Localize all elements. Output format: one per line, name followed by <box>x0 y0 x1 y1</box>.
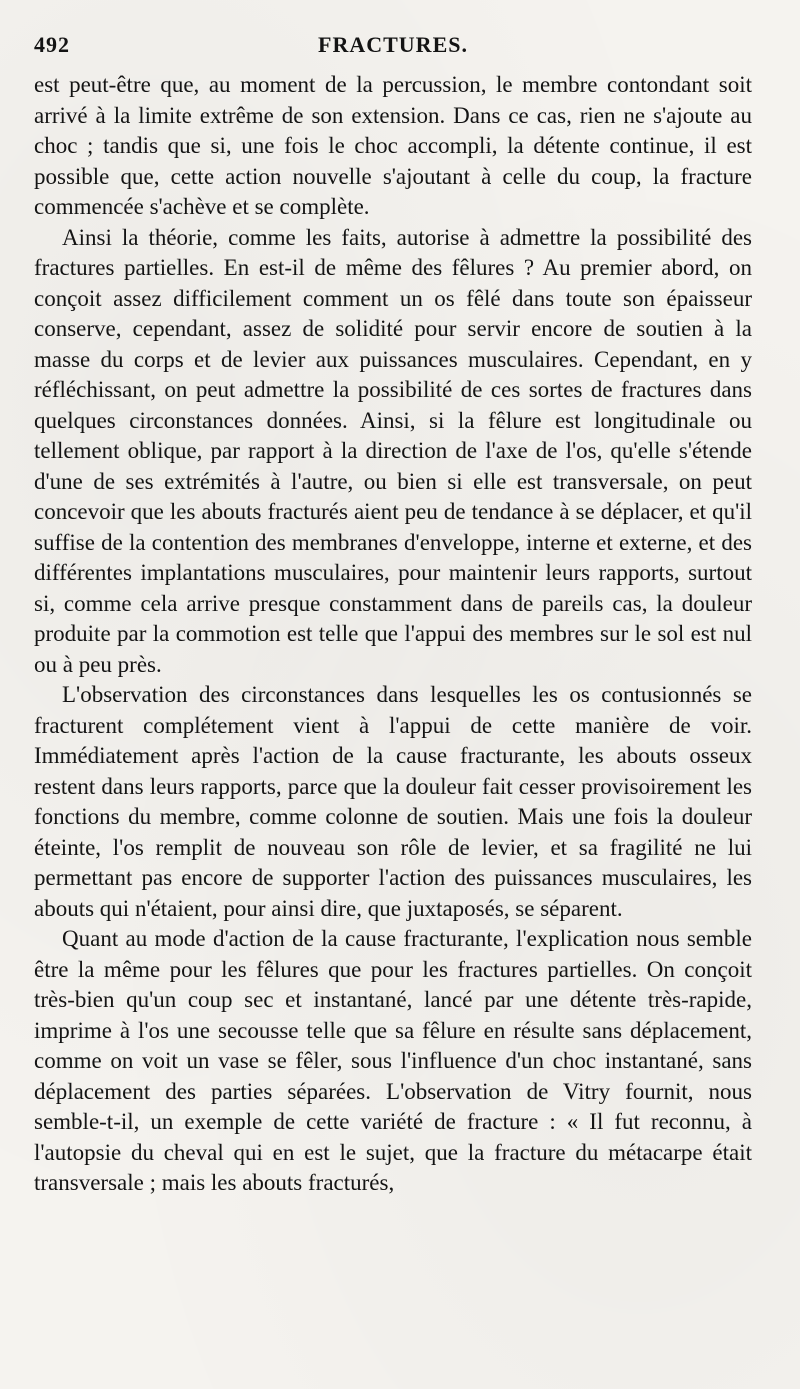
page-number: 492 <box>34 32 70 57</box>
body-text <box>34 70 752 1199</box>
paragraph-4: Quant au mode d'action de la cause fracturante, l'explication nous semble être la même pour les fêlures que pour les fractures partielles. On conçoit très-bien qu'un coup sec et instantané, lancé par une détente très-rapide, imprime à l'os une secousse telle que sa fêlure en résulte sans déplacement, comme on voit un vase se fêler, sous l'influence d'un choc instantané, sans déplacement des parties séparées. L'observation de Vitry fournit, nous semble-t-il, un exemple de cette variété de fracture : « Il fut reconnu, à l'autopsie du cheval qui en est le sujet, que la fracture du métacarpe était transversale ; mais les abouts fracturés, <box>34 926 752 1195</box>
running-title: FRACTURES. <box>318 32 468 57</box>
running-head <box>34 28 752 64</box>
paragraph-3: L'observation des circonstances dans lesquelles les os contusionnés se fracturent complétement vient à l'appui de cette manière de voir. Immédiatement après l'action de la cause fracturante, les abouts osseux restent dans leurs rapports, parce que la douleur fait cesser provisoirement les fonctions du membre, comme colonne de soutien. Mais une fois la douleur éteinte, l'os remplit de nouveau son rôle de levier, et sa fragilité ne lui permettant pas encore de supporter l'action des puissances musculaires, les abouts qui n'étaient, pour ainsi dire, que juxtaposés, se séparent. <box>34 682 752 921</box>
paragraph-1: est peut-être que, au moment de la percussion, le membre contondant soit arrivé à la limite extrême de son extension. Dans ce cas, rien ne s'ajoute au choc ; tandis que si, une fois le choc accompli, la détente continue, il est possible que, cette action nouvelle s'ajoutant à celle du coup, la fracture commencée s'achève et se complète. <box>34 72 752 219</box>
paragraph-2: Ainsi la théorie, comme les faits, autorise à admettre la possibilité des fractures partielles. En est-il de même des fêlures ? Au premier abord, on conçoit assez difficilement comment un os fêlé dans toute son épaisseur conserve, cependant, assez de solidité pour servir encore de soutien à la masse du corps et de levier aux puissances musculaires. Cependant, en y réfléchissant, on peut admettre la possibilité de ces sortes de fractures dans quelques circonstances données. Ainsi, si la fêlure est longitudinale ou tellement oblique, par rapport à la direction de l'axe de l'os, qu'elle s'étende d'une de ses extrémités à l'autre, ou bien si elle est transversale, on peut concevoir que les abouts fracturés aient peu de tendance à se déplacer, et qu'il suffise de la contention des membranes d'enveloppe, interne et externe, et des différentes implantations musculaires, pour maintenir leurs rapports, surtout si, comme cela arrive presque constamment dans de pareils cas, la douleur produite par la commotion est telle que l'appui des membres sur le sol est nul ou à peu près. <box>34 224 752 677</box>
